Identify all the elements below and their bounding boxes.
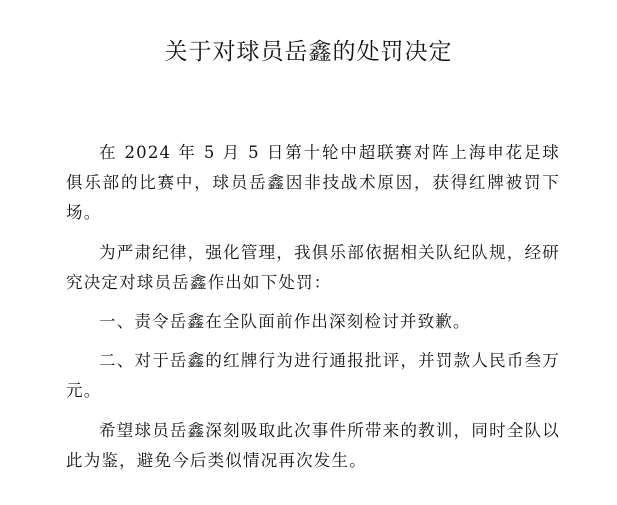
- document-title: 关于对球员岳鑫的处罚决定: [164, 39, 453, 65]
- paragraph-closing: 希望球员岳鑫深刻吸取此次事件所带来的教训，同时全队以此为鉴，避免今后类似情况再次发生。: [66, 421, 560, 470]
- paragraph-penalty-two: 二、对于岳鑫的红牌行为进行通报批评，并罚款人民币叁万元。: [66, 351, 560, 400]
- paragraph-incident: 在 2024 年 5 月 5 日第十轮中超联赛对阵上海申花足球俱乐部的比赛中，球员岳鑫因非技战术原因，获得红牌被罚下场。: [66, 143, 560, 222]
- paragraph-penalty-one: 一、责令岳鑫在全队面前作出深刻检讨并致歉。: [99, 312, 471, 331]
- paragraph-decision-intro: 为严肃纪律，强化管理，我俱乐部依据相关队纪队规，经研究决定对球员岳鑫作出如下处罚：: [66, 243, 560, 292]
- document-body: [66, 138, 560, 486]
